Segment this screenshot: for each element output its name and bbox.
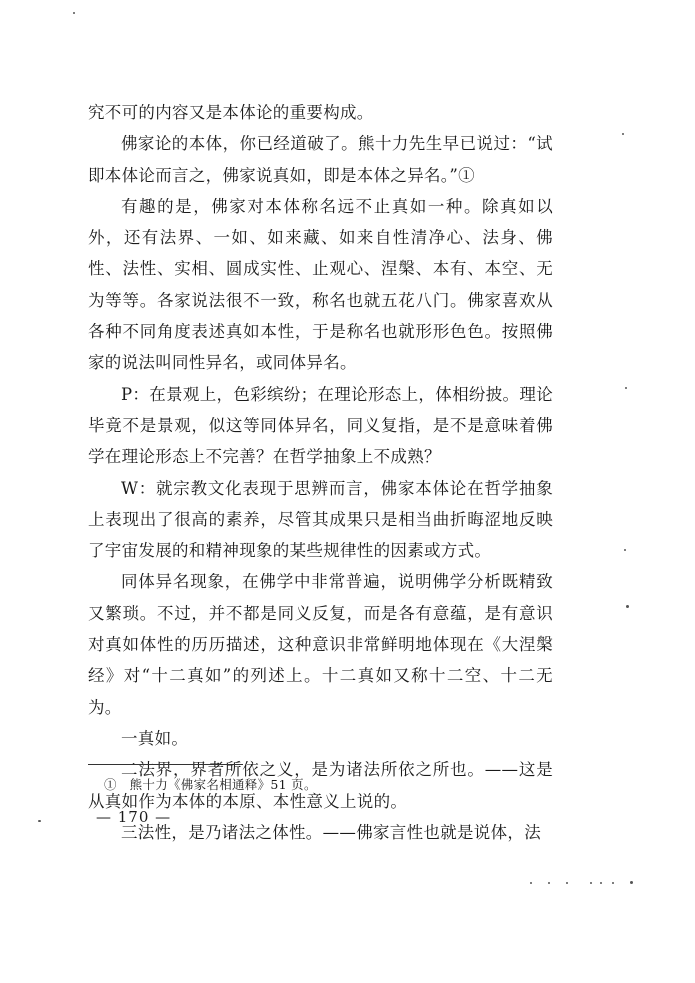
scan-speck (566, 882, 568, 884)
scan-speck (625, 387, 627, 389)
scan-speck (612, 882, 614, 884)
paragraph: 二法界，界者所依之义，是为诸法所依之所也。——这是从真如作为本体的本原、本性意义上说的。 (88, 760, 553, 811)
scan-speck (548, 882, 550, 884)
scan-speck (600, 882, 602, 884)
scan-speck (624, 549, 626, 551)
paragraph-question: P：在景观上，色彩缤纷；在理论形态上，体相纷披。理论毕竟不是景观，似这等同体异名，同义复指，是不是意味着佛学在理论形态上不完善？在哲学抽象上不成熟？ (88, 384, 553, 467)
scan-speck (73, 12, 75, 14)
footnote-divider (88, 764, 243, 765)
footnote: ① 熊十力《佛家名相通释》51 页。 (104, 777, 317, 792)
scan-speck (630, 881, 633, 884)
paragraph-answer: W：就宗教文化表现于思辨而言，佛家本体论在哲学抽象上表现出了很高的素养，尽管其成果只是相当曲折晦涩地反映了宇宙发展的和精神现象的某些规律性的因素或方式。 (88, 478, 553, 561)
scan-speck (590, 882, 592, 884)
body-text (88, 97, 553, 848)
scan-speck (622, 133, 624, 135)
paragraph: 同体异名现象，在佛学中非常普遍，说明佛学分析既精致又繁琐。不过，并不都是同义反复，而是各有意蕴，是有意识对真如体性的历历描述，这种意识非常鲜明地体现在《大涅槃经》对“十二真如”的列述上。十二真如又称十二空、十二无为。 (88, 572, 553, 717)
scan-speck (530, 882, 532, 884)
scan-speck (626, 605, 629, 608)
paragraph: 佛家论的本体，你已经道破了。熊十力先生早已说过：“试即本体论而言之，佛家说真如，即是本体之异名。”① (88, 134, 553, 185)
page-number: — 170 — (96, 808, 172, 826)
paragraph: 有趣的是，佛家对本体称名远不止真如一种。除真如以外，还有法界、一如、如来藏、如来自性清净心、法身、佛性、法性、实相、圆成实性、止观心、涅槃、本有、本空、无为等等。各家说法很不一致，称名也就五花八门。佛家喜欢从各种不同角度表述真如本性，于是称名也就形形色色。按照佛家的说法叫同性异名，或同体异名。 (88, 196, 553, 373)
paragraph-continuation: 究不可的内容又是本体论的重要构成。 (88, 103, 374, 122)
scan-speck (38, 820, 41, 822)
paragraph: 三法性，是乃诸法之体性。——佛家言性也就是说体，法 (121, 822, 541, 842)
paragraph: 一真如。 (121, 728, 189, 748)
